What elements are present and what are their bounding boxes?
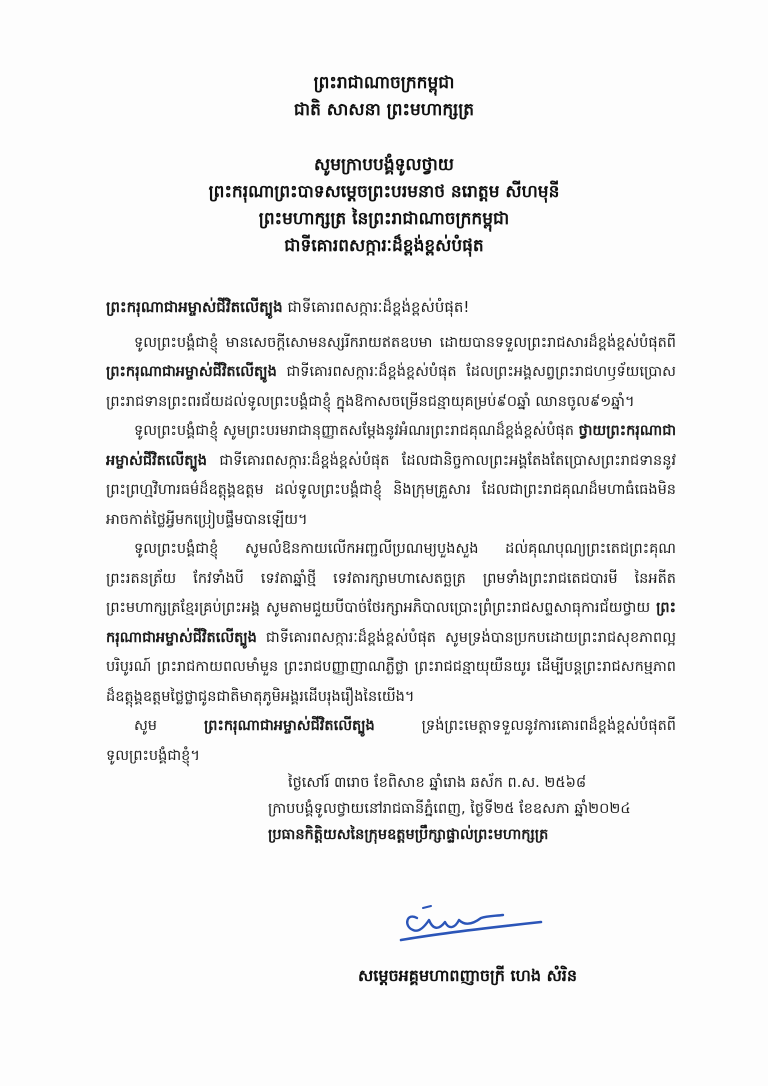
- salutation: [106, 293, 676, 323]
- address-line-1: សូមក្រាបបង្គំទូលថ្វាយ: [314, 155, 454, 175]
- address-line-3: ព្រះមហាក្សត្រ នៃព្រះរាជាណាចក្រកម្ពុជា: [258, 209, 510, 229]
- salutation-rest: ជាទីគោរពសក្ការៈដ៏ខ្ពង់ខ្ពស់បំផុត!: [282, 298, 470, 316]
- handwritten-signature: [395, 890, 545, 950]
- letter-body: [106, 293, 676, 771]
- paragraph-1-bold: ព្រះករុណាជាអម្ចាស់ជីវិតលើត្បូង: [106, 364, 277, 380]
- closing-block: [268, 770, 698, 848]
- address-block: [0, 152, 768, 260]
- paragraph-2: [106, 417, 676, 535]
- paragraph-3-text-c: ជាទីគោរពសក្ការៈដ៏ខ្ពង់ខ្ពស់បំផុត សូមទ្រង់បានប្រកបដោយព្រះរាជសុខភាពល្អបរិបូរណ៍ ព្រះរាជកាយពលមាំមួន ព្រះរាជបញ្ញាញាណភ្លឺថ្លា ព្រះរាជជន្មាយុយឺនយូរ ដើម្បីបន្តព្រះរាជសកម្មភាពដ៏ឧត្តុង្គឧត្តមថ្លៃថ្លាជូនជាតិមាតុភូមិអង្គរដើបរុងរឿងនៃយើង។: [106, 629, 676, 705]
- lunar-date: ថ្ងៃសៅរ៍ ៣រោច ខែពិសាខ ឆ្នាំរោង ឆស័ក ព.ស. ២៥៦៨: [288, 775, 587, 791]
- paragraph-4-bold: ព្រះករុណាជាអម្ចាស់ជីវិតលើត្បូង: [203, 718, 375, 734]
- paragraph-2-text-c: ជាទីគោរពសក្ការៈដ៏ខ្ពង់ខ្ពស់បំផុត ដែលជានិច្ចកាលព្រះអង្គតែងតែប្រោសព្រះរាជទាននូវព្រះព្រហ្មវិហារធម៌ដ៏ឧត្តុង្គឧត្តម ដល់ទូលព្រះបង្គំជាខ្ញុំ និងក្រុមគ្រួសារ ដែលជាព្រះរាជគុណដ៏មហាធំធេងមិនអាចកាត់ថ្លៃអ្វីមកប្រៀបផ្ទឹមបានឡើយ។: [106, 452, 676, 528]
- paragraph-4: [106, 712, 676, 771]
- address-line-4: ជាទីគោរពសក្ការៈដ៏ខ្ពង់ខ្ពស់បំផុត: [284, 236, 484, 256]
- salutation-bold: ព្រះករុណាជាអម្ចាស់ជីវិតលើត្បូង: [106, 298, 283, 316]
- paragraph-4-text-a: សូម: [134, 718, 204, 734]
- sender-title: ប្រធានកិត្តិយសនៃក្រុមឧត្តមប្រឹក្សាផ្ទាល់ព្រះមហាក្សត្រ: [268, 827, 549, 843]
- address-line-2: ព្រះករុណាព្រះបាទសម្តេចព្រះបរមនាថ នរោត្តម សីហមុនី: [208, 182, 560, 202]
- national-motto: ជាតិ សាសនា ព្រះមហាក្សត្រ: [293, 100, 475, 120]
- paragraph-2-text-a: ទូលព្រះបង្គំជាខ្ញុំ សូមព្រះបរមរាជានុញ្ញាតសម្តែងនូវអំណរព្រះរាជគុណដ៏ខ្ពង់ខ្ពស់បំផុត: [134, 423, 579, 439]
- paragraph-3-text-a: ទូលព្រះបង្គំជាខ្ញុំ សូមលំឱនកាយលើកអញ្ជលីប្រណម្យបួងសួង ដល់គុណបុណ្យព្រះតេជព្រះគុណ ព្រះរតនត្រ័យ កែវទាំងបី ទេវតាឆ្នាំថ្មី ទេវតារក្សាមហាសេតច្ឆត្រ ព្រមទាំងព្រះរាជតេជបារមី នៃអតីតព្រះមហាក្សត្រខ្មែរគ្រប់ព្រះអង្គ សូមតាមជួយបីបាច់ថែរក្សាអភិបាលប្រោះព្រំព្រះរាជសព្ទសាធុការជ័យថ្វាយ: [106, 541, 676, 616]
- letterhead: [0, 70, 768, 124]
- paragraph-4-text-c: ទ្រង់ព្រះមេត្តាទទួលនូវការគោរពដ៏ខ្ពង់ខ្ពស់បំផុតពីទូលព្រះបង្គំជាខ្ញុំ។: [106, 718, 676, 764]
- place-and-date: ក្រាបបង្គំទូលថ្វាយនៅរាជធានីភ្នំពេញ, ថ្ងៃទី២៥ ខែឧសភា ឆ្នាំ២០២៤: [268, 801, 631, 817]
- paragraph-1: [106, 329, 676, 418]
- paragraph-3: [106, 535, 676, 712]
- paragraph-1-text-c: ជាទីគោរពសក្ការៈដ៏ខ្ពង់ខ្ពស់បំផុត ដែលព្រះអង្គសព្វព្រះរាជហឫទ័យប្រោសព្រះរាជទានព្រះពរជ័យដល់ទូលព្រះបង្គំជាខ្ញុំ ក្នុងឱកាសចម្រើនជន្មាយុគម្រប់៩០ឆ្នាំ ឈានចូល៩១ឆ្នាំ។: [106, 364, 676, 410]
- paragraph-2-bold: ថ្វាយព្រះករុណាជាអម្ចាស់ជីវិតលើត្បូង: [106, 423, 676, 469]
- kingdom-title: ព្រះរាជាណាចក្រកម្ពុជា: [313, 73, 455, 93]
- paragraph-3-bold: ព្រះករុណាជាអម្ចាស់ជីវិតលើត្បូង: [106, 600, 676, 646]
- signer-name: សម្តេចអគ្គមហាពញាចក្រី ហេង សំរិន: [358, 966, 578, 985]
- paragraph-1-text-a: ទូលព្រះបង្គំជាខ្ញុំ មានសេចក្តីសោមនស្សរីករាយឥតឧបមា ដោយបានទទួលព្រះរាជសារដ៏ខ្ពង់ខ្ពស់បំផុតពី: [134, 334, 676, 351]
